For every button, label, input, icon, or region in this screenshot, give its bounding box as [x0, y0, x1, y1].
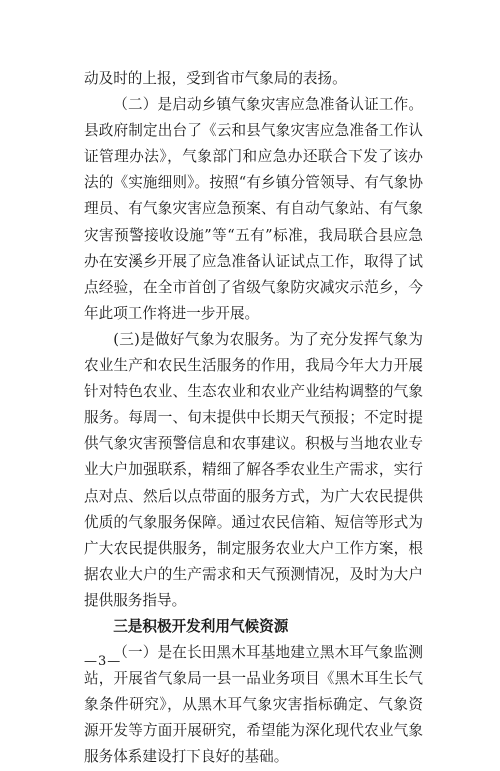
- paragraph-continuation: 动及时的上报，受到省市气象局的表扬。: [84, 70, 347, 87]
- paragraph-agriculture-service: (三)是做好气象为农服务。为了充分发挥气象为农业生产和农民生活服务的作用，我局今年大力开展针对特色农业、生态农业和农业产业结构调整的气象服务。每周一、旬末提供中长期天气预报；不定时提供气象灾害预警信息和农事建议。积极与当地农业专业大户加强联系，精细了解各季农业生产需求，实行点对点、然后以点带面的服务方式，为广大农民提供优质的气象服务保障。通过农民信箱、短信等形式为广大农民提供服务，制定服务农业大户工作方案，根据农业大户的生产需求和天气预测情况，及时为大户提供服务指导。: [84, 330, 423, 609]
- paragraph-township-certification: （二）是启动乡镇气象灾害应急准备认证工作。县政府制定出台了《云和县气象灾害应急准备工作认证管理办法》，气象部门和应急办还联合下发了该办法的《实施细则》。按照“有乡镇分管领导、有气象协理员、有气象灾害应急预案、有自动气象站、有气象灾害预警接收设施”等“五有”标准，我局联合县应急办在安溪乡开展了应急准备认证试点工作，取得了试点经验，在全市首创了省级气象防灾减灾示范乡，今年此项工作将进一步开展。: [84, 96, 423, 322]
- document-body: [84, 66, 423, 771]
- page-number: —3—: [84, 654, 122, 669]
- paragraph-black-fungus-station: （一）是在长田黑木耳基地建立黑木耳气象监测站，开展省气象局一县一品业务项目《黑木耳生长气象条件研究》，从黑木耳气象灾害指标确定、气象资源开发等方面开展研究，希望能为深化现代农业气象服务体系建设打下良好的基础。: [84, 644, 423, 766]
- section-heading-climate-resources: 三是积极开发利用气候资源: [113, 617, 289, 635]
